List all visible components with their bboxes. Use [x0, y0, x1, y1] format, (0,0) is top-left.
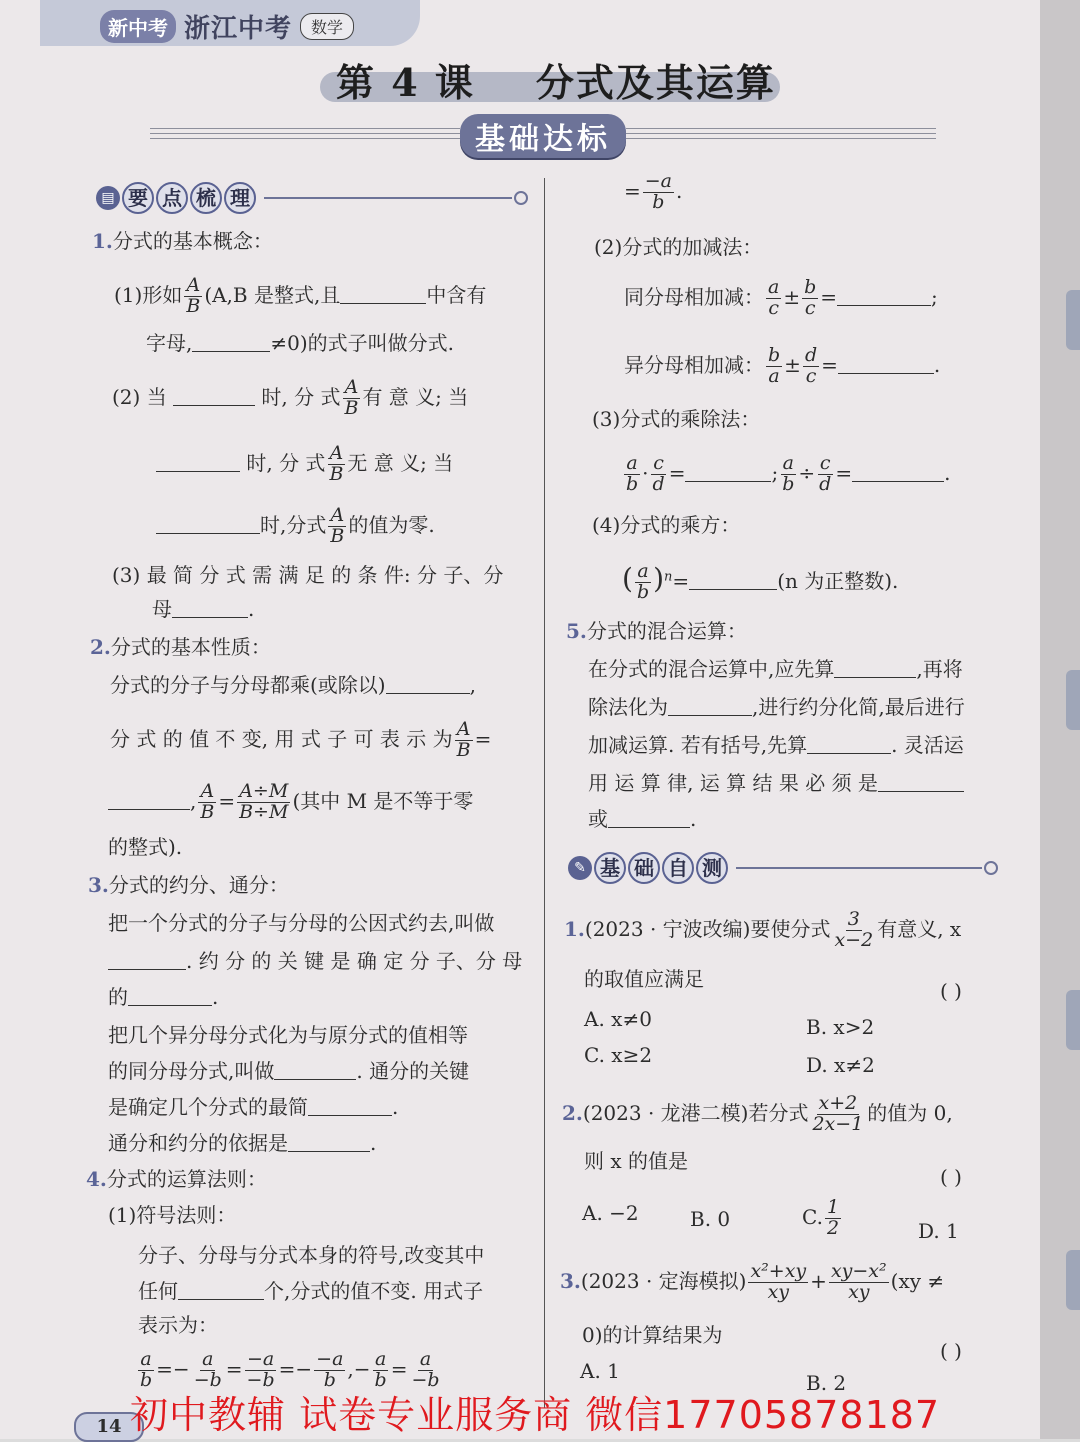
heading-rule: [264, 197, 512, 199]
item-3-b: . 约 分 的 关 键 是 确 定 分 子、分 母: [108, 946, 522, 976]
sign-rule-cont: = $\frac{-a}{b}$ .: [624, 170, 683, 213]
option-c[interactable]: C. x≥2: [584, 1043, 653, 1067]
edge-tab: [1066, 1250, 1080, 1310]
answer-blank[interactable]: [274, 1057, 356, 1080]
edge-tab: [1066, 990, 1080, 1050]
answer-blank[interactable]: [128, 983, 212, 1006]
book-icon: ▤: [96, 186, 120, 210]
item-1-3: (3) 最 简 分 式 需 满 足 的 条 件: 分 子、分: [112, 563, 504, 587]
option-a[interactable]: A. −2: [582, 1201, 639, 1225]
item-1-1-cont: 字母, ≠0)的式子叫做分式.: [146, 331, 455, 355]
answer-blank[interactable]: [172, 595, 248, 618]
heading-char: 测: [696, 852, 728, 884]
heading-dot: [984, 861, 998, 875]
item-3-e: 的同分母分式,叫做 . 通分的关键: [108, 1059, 470, 1083]
answer-blank[interactable]: [178, 1277, 264, 1300]
option-c[interactable]: C. $\frac{1}{2}$: [802, 1196, 840, 1239]
item-4-b: 任何 个,分式的值不变. 用式子: [138, 1279, 484, 1303]
series-badge: 新中考: [100, 10, 176, 43]
item-3-title: 3.分式的约分、通分：: [88, 873, 289, 897]
subject-tag: 数学: [300, 13, 354, 40]
watermark-text: 初中教辅 试卷专业服务商 微信17705878187: [130, 1393, 941, 1437]
item-4-1: (1)符号法则：: [108, 1203, 237, 1227]
item-1-3-cont: 母 .: [152, 597, 255, 621]
option-b[interactable]: B. 2: [806, 1371, 847, 1395]
answer-blank[interactable]: [340, 281, 426, 304]
item-3-h: 通分和约分的依据是 .: [108, 1131, 377, 1155]
lesson-title: 第 4 课 分式及其运算: [336, 60, 776, 105]
item-3-d: 把几个异分母分式化为与原分式的值相等: [108, 1023, 468, 1047]
item-2-b: 分 式 的 值 不 变, 用 式 子 可 表 示 为 $\frac{A}{B}$ =: [110, 718, 492, 761]
item-2-d: 的整式).: [108, 835, 183, 859]
heading-char: 点: [156, 182, 188, 214]
problem-3-cont: 0)的计算结果为: [582, 1323, 723, 1347]
heading-rule: [736, 867, 982, 869]
book-title: 浙江中考: [184, 13, 293, 44]
add-title: (2)分式的加减法：: [594, 235, 763, 259]
answer-blank[interactable]: [386, 671, 470, 694]
edge-tab: [1066, 670, 1080, 730]
muldiv-formula: $\frac{a}{b}$ · $\frac{c}{d}$ = ; $\frac{a}{b}$ ÷ $\frac{c}{d}$ = .: [626, 452, 951, 495]
item-2-a: 分式的分子与分母都乘(或除以) ,: [110, 673, 476, 697]
item-4-a: 分子、分母与分式本身的符号,改变其中: [138, 1243, 485, 1267]
right-column: [544, 0, 1040, 1439]
answer-paren[interactable]: ( ): [940, 1165, 962, 1189]
diff-denominator: 异分母相加减： $\frac{b}{a}$ ± $\frac{d}{c}$ = .: [624, 344, 941, 387]
edge-tab: [1066, 290, 1080, 350]
fraction-A-over-B: $\frac{A}{B}$: [186, 274, 201, 317]
option-b[interactable]: B. x>2: [806, 1015, 875, 1039]
item-1-1: (1)形如 $\frac{A}{B}$ (A,B 是整式,且 中含有: [114, 274, 487, 317]
answer-blank[interactable]: [156, 449, 240, 472]
item-3-g: 是确定几个分式的最简 .: [108, 1095, 399, 1119]
answer-blank[interactable]: [807, 731, 891, 754]
item-3-a: 把一个分式的分子与分母的公因式约去,叫做: [108, 911, 495, 935]
answer-blank[interactable]: [156, 511, 260, 534]
self-test-heading: [568, 852, 998, 884]
next-page-edge: [1040, 0, 1080, 1439]
answer-blank[interactable]: [108, 947, 186, 970]
item-1-2-cont: 时, 分 式 $\frac{A}{B}$ 无 意 义; 当: [156, 444, 453, 485]
item-1-2: (2) 当 时, 分 式 $\frac{A}{B}$ 有 意 义; 当: [112, 376, 469, 419]
heading-char: 础: [628, 852, 660, 884]
key-points-heading: [96, 182, 528, 214]
answer-blank[interactable]: [288, 1129, 370, 1152]
answer-paren[interactable]: ( ): [940, 1339, 962, 1363]
item-1-2-cont2: 时,分式 $\frac{A}{B}$ 的值为零.: [156, 506, 435, 547]
power-title: (4)分式的乘方：: [592, 513, 741, 537]
page-number: 14: [74, 1412, 144, 1442]
heading-char: 基: [594, 852, 626, 884]
sign-rule-formula: $\frac{a}{b}$ =− $\frac{a}{-b}$ = $\frac{-a}{-b}$ =− $\frac{-a}{b}$ ,− $\frac{a}{b}$ = $\frac{a}{-b}$: [140, 1348, 440, 1391]
answer-blank[interactable]: [668, 693, 752, 716]
answer-paren[interactable]: ( ): [940, 979, 962, 1003]
problem-3: 3.(2023 · 定海模拟) $\frac{\text{x²+xy}}{xy}$ + $\frac{\text{xy−x²}}{xy}$ (xy ≠: [560, 1260, 945, 1303]
answer-blank[interactable]: [837, 283, 931, 306]
answer-blank[interactable]: [173, 383, 255, 406]
item-2-c: , $\frac{A}{B}$ = $\frac{A\div M}{B\div M}$ (其中 M 是不等于零: [108, 782, 473, 823]
problem-1: 1.(2023 · 宁波改编)要使分式 $\frac{3}{x-2}$ 有意义, x: [564, 908, 962, 951]
heading-char: 梳: [190, 182, 222, 214]
item-4-title: 4.分式的运算法则：: [86, 1167, 267, 1191]
item-2-title: 2.分式的基本性质：: [90, 635, 271, 659]
answer-blank[interactable]: [308, 1093, 392, 1116]
answer-blank[interactable]: [108, 787, 190, 810]
muldiv-title: (3)分式的乘除法：: [592, 407, 761, 431]
heading-char: 自: [662, 852, 694, 884]
answer-blank[interactable]: [838, 351, 934, 374]
answer-blank[interactable]: [689, 567, 777, 590]
answer-blank[interactable]: [192, 329, 270, 352]
option-a[interactable]: A. x≠0: [584, 1007, 652, 1031]
problem-2-cont: 则 x 的值是: [584, 1149, 688, 1173]
option-d[interactable]: D. x≠2: [806, 1053, 875, 1077]
item-3-c: 的 .: [108, 985, 219, 1009]
option-d[interactable]: D. 1: [918, 1219, 959, 1243]
option-a[interactable]: A. 1: [580, 1359, 620, 1383]
heading-char: 理: [224, 182, 256, 214]
power-formula: ( $\frac{a}{b}$ )$^n$= (n 为正整数).: [622, 560, 899, 603]
answer-blank[interactable]: [834, 655, 916, 678]
section-banner: 基础达标: [460, 114, 626, 158]
answer-blank[interactable]: [685, 459, 771, 482]
item-5-h: 或 .: [588, 807, 697, 831]
item-1-title: 1.分式的基本概念：: [92, 229, 273, 253]
answer-blank[interactable]: [852, 459, 944, 482]
item-5-g: 用 运 算 律, 运 算 结 果 必 须 是: [588, 768, 964, 798]
item-5-title: 5.分式的混合运算：: [566, 619, 747, 643]
problem-1-cont: 的取值应满足: [584, 967, 704, 991]
problem-2: 2.(2023 · 龙港二模)若分式 $\frac{x+2}{2x-1}$ 的值为 0,: [562, 1092, 953, 1135]
item-5-c: 除法化为 ,进行约分化简,最后进行: [588, 695, 965, 719]
item-5-e: 加减运算. 若有括号,先算 . 灵活运: [588, 733, 964, 757]
heading-dot: [514, 191, 528, 205]
same-denominator: 同分母相加减： $\frac{a}{c}$ ± $\frac{b}{c}$ = ;: [624, 276, 938, 319]
option-b[interactable]: B. 0: [690, 1207, 731, 1231]
answer-blank[interactable]: [878, 769, 964, 792]
pencil-icon: ✎: [568, 856, 592, 880]
answer-blank[interactable]: [608, 805, 690, 828]
item-4-d: 表示为：: [138, 1313, 218, 1337]
heading-char: 要: [122, 182, 154, 214]
item-5-a: 在分式的混合运算中,应先算 ,再将: [588, 657, 963, 681]
